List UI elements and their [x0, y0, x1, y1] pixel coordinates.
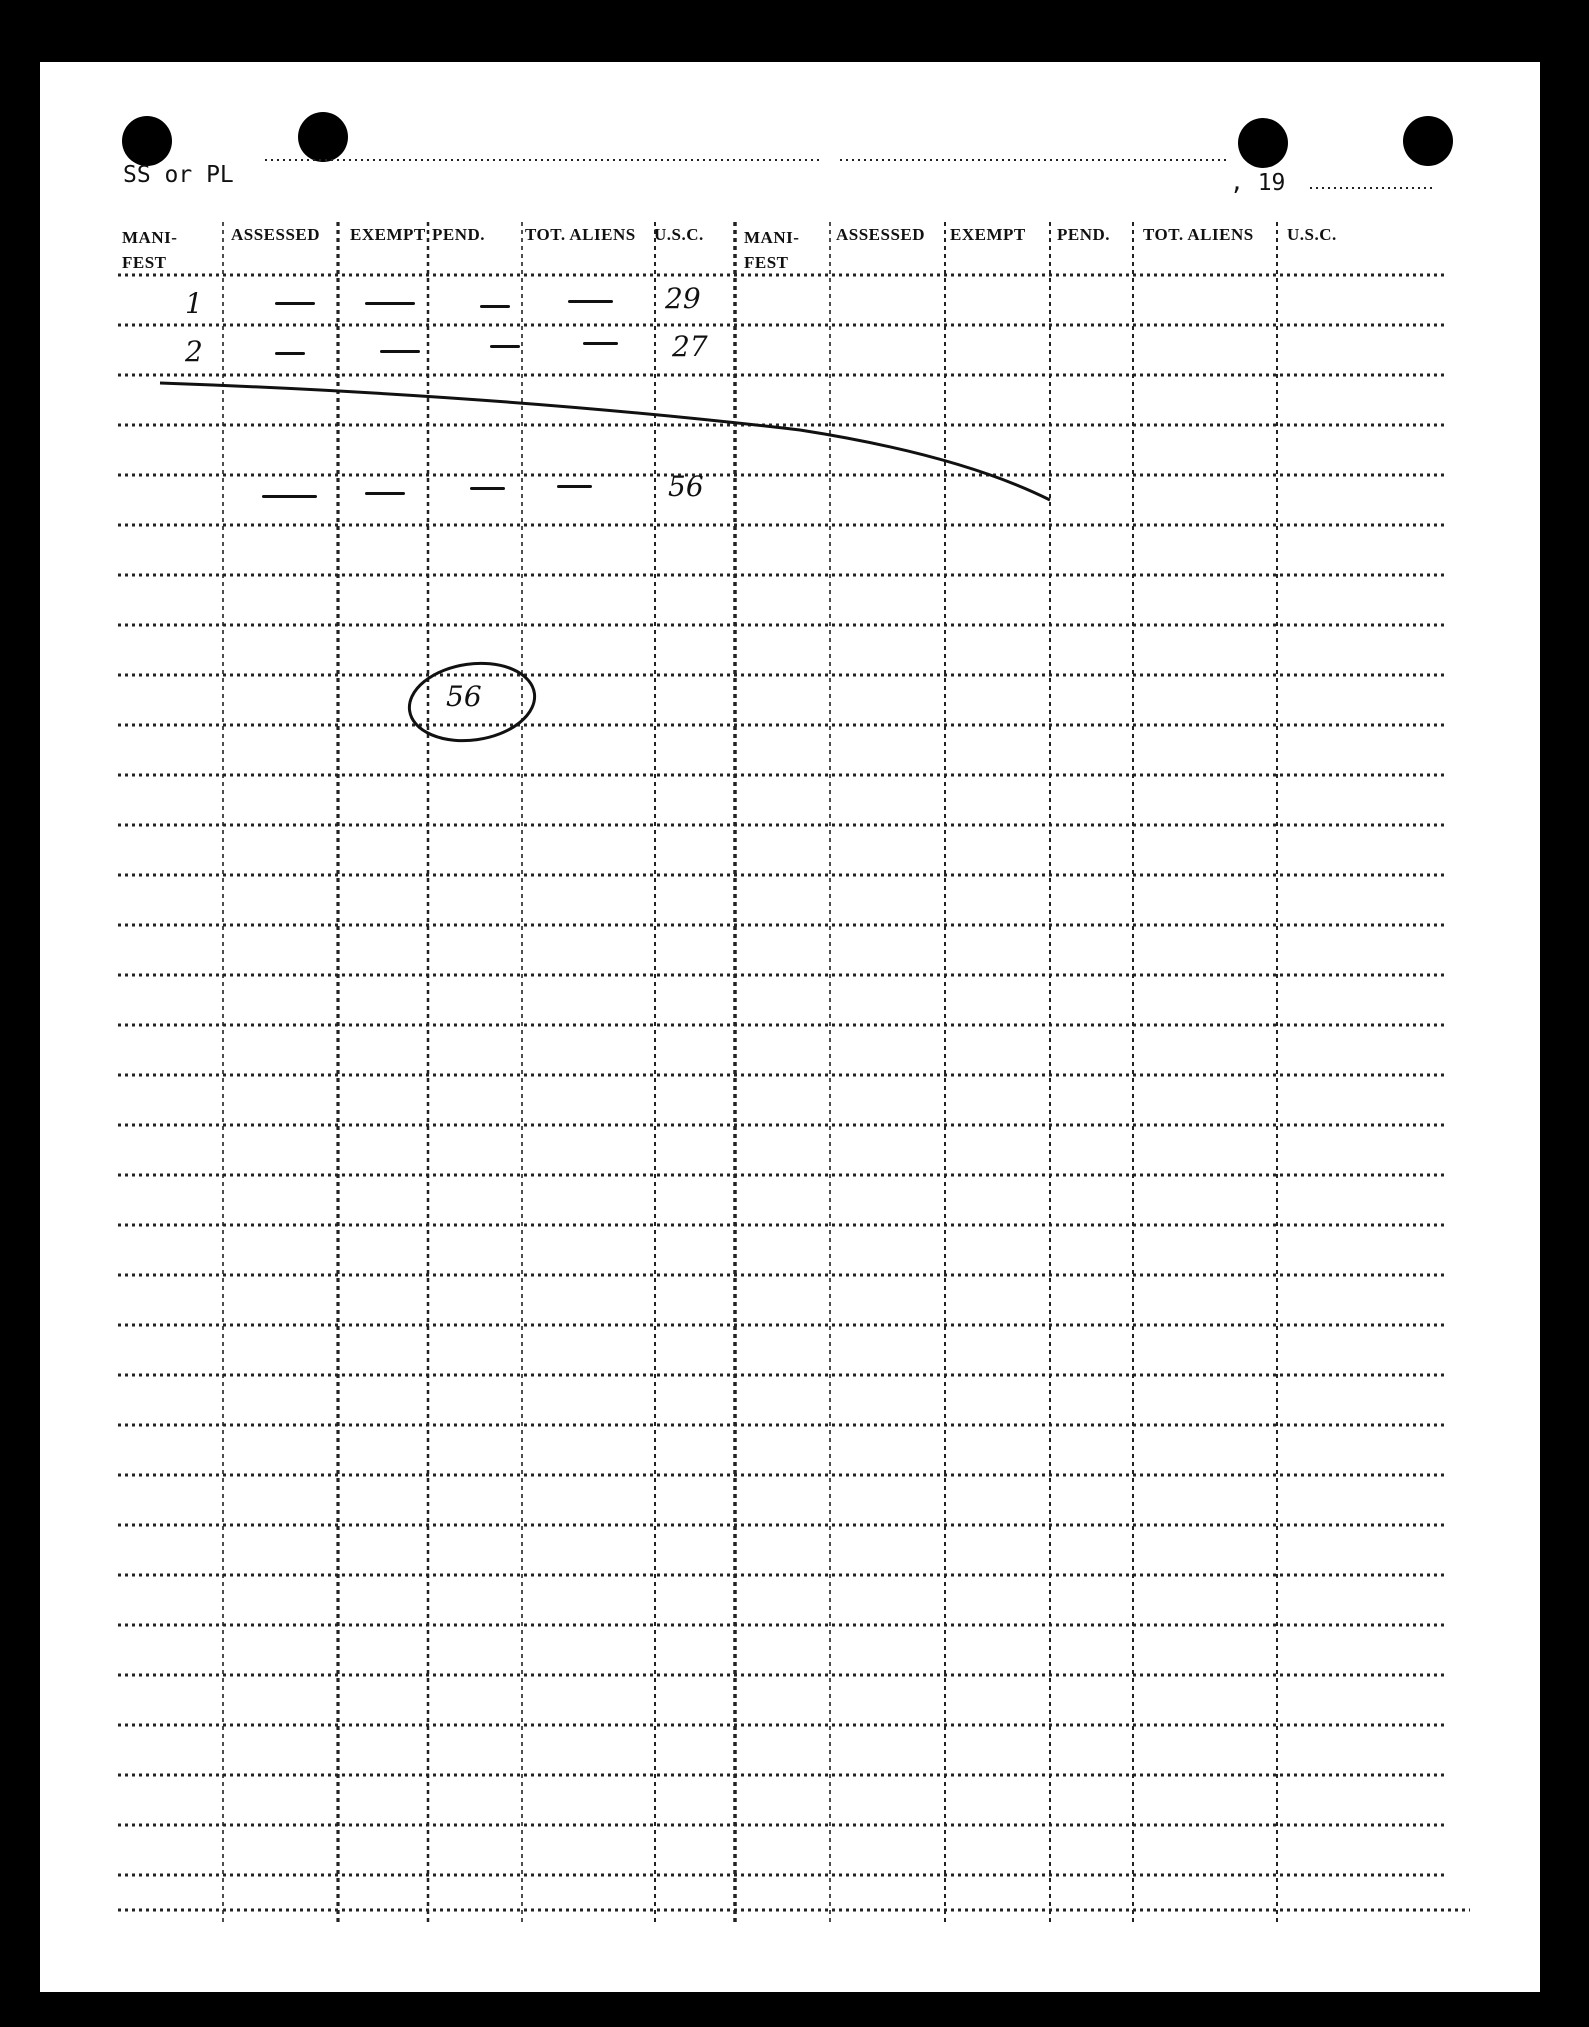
dash-mark	[275, 302, 315, 305]
usc-1: 29	[665, 282, 701, 315]
dash-mark	[470, 487, 505, 490]
col-pend-right: PEND.	[1057, 225, 1111, 244]
manifest-1: 1	[185, 287, 203, 320]
col-manifest-left: MANI- FEST	[122, 228, 178, 272]
dash-mark	[262, 495, 317, 498]
col-usc-right: U.S.C.	[1287, 225, 1337, 244]
col-tot-aliens-right: TOT. ALIENS	[1143, 225, 1254, 244]
total-usc: 56	[668, 470, 704, 503]
col-pend-left: PEND.	[432, 225, 486, 244]
dash-mark	[490, 345, 520, 348]
dash-mark	[380, 350, 420, 353]
dash-mark	[583, 342, 618, 345]
col-exempt-left: EXEMPT	[350, 225, 426, 244]
usc-2: 27	[672, 330, 708, 363]
col-assessed-right: ASSESSED	[836, 225, 926, 244]
manifest-2: 2	[185, 335, 203, 368]
strike-line	[160, 383, 1050, 500]
col-assessed-left: ASSESSED	[231, 225, 321, 244]
circled-total: 56	[446, 680, 482, 713]
ss-or-pl-label: SS or PL	[123, 162, 234, 188]
dash-mark	[365, 492, 405, 495]
dash-mark	[568, 300, 613, 303]
dash-mark	[557, 485, 592, 488]
col-exempt-right: EXEMPT	[950, 225, 1026, 244]
col-manifest-right: MANI- FEST	[744, 228, 800, 272]
dash-mark	[480, 305, 510, 308]
col-tot-aliens-left: TOT. ALIENS	[525, 225, 636, 244]
dash-mark	[275, 352, 305, 355]
dash-mark	[365, 302, 415, 305]
col-usc-left: U.S.C.	[654, 225, 704, 244]
year-prefix: , 19	[1230, 170, 1286, 196]
